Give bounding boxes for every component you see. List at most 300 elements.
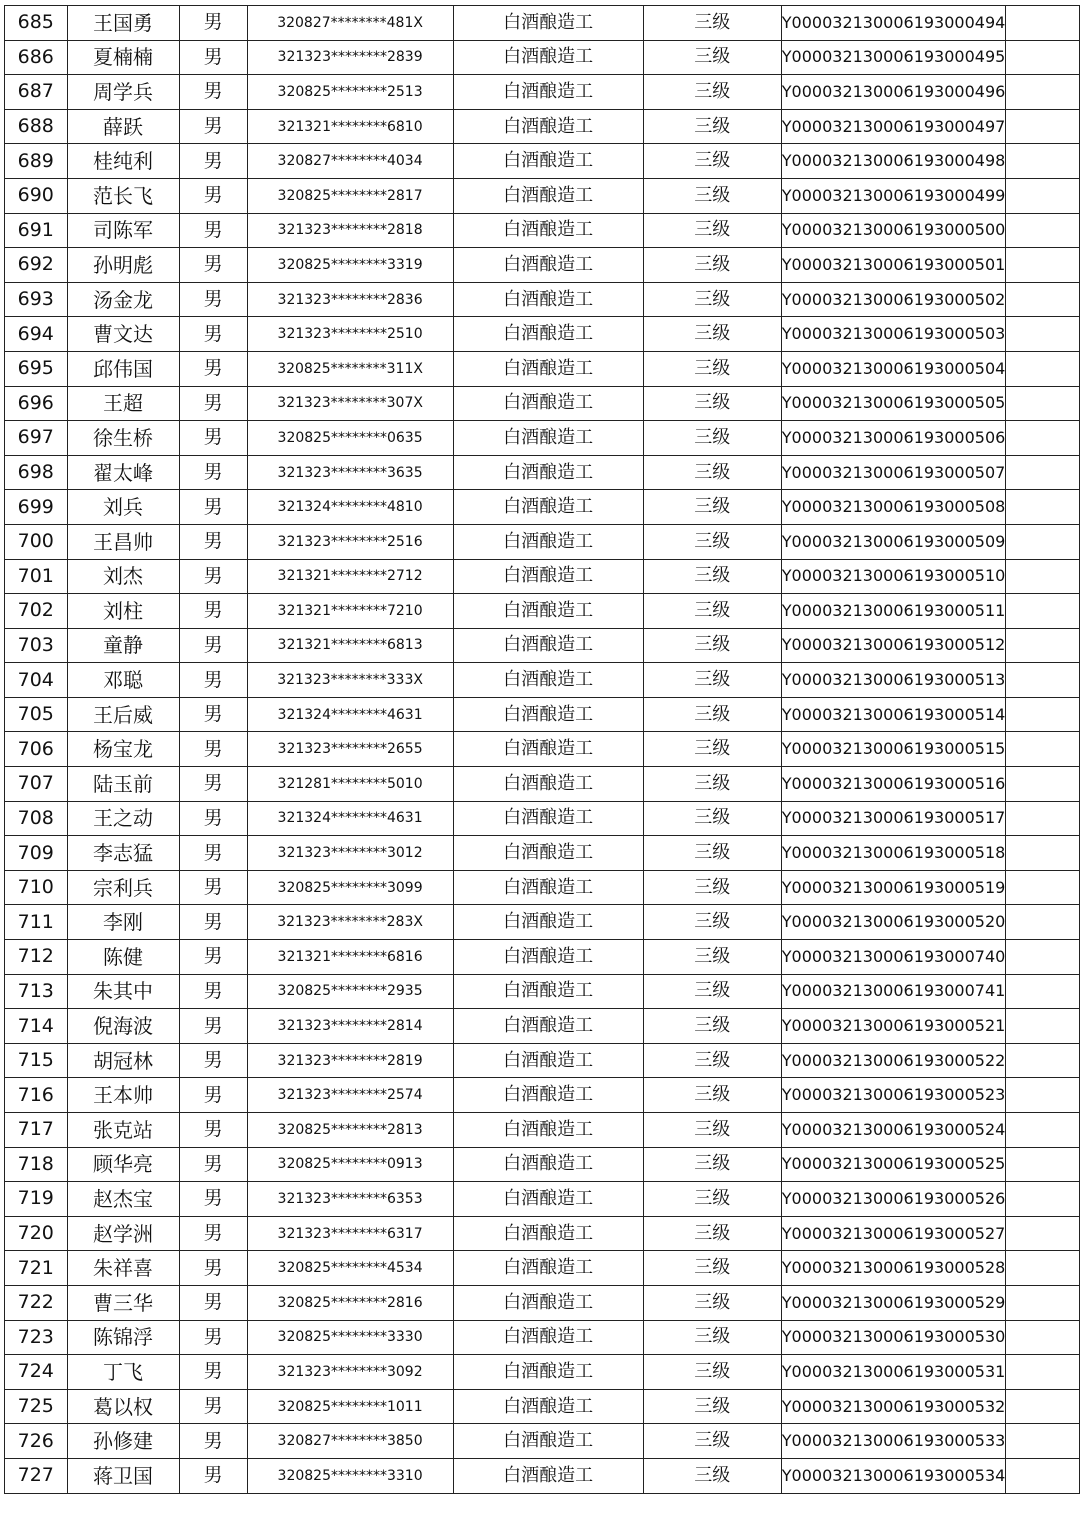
- blank-cell: [1006, 490, 1080, 525]
- table-row: [5, 1113, 1080, 1148]
- certificate-number-cell: Y000032130006193000520: [781, 905, 1006, 940]
- occupation-cell: 白酒酿造工: [453, 1182, 643, 1217]
- level-cell: 三级: [643, 144, 781, 179]
- id-number-cell: 321324********4631: [247, 697, 453, 732]
- certificate-number-cell: Y000032130006193000531: [781, 1355, 1006, 1390]
- certificate-number-cell: Y000032130006193000526: [781, 1182, 1006, 1217]
- gender-cell: 男: [179, 1424, 247, 1459]
- row-number-cell: 712: [5, 940, 68, 975]
- name-cell: 陈健: [67, 940, 179, 975]
- table-row: [5, 317, 1080, 352]
- occupation-cell: 白酒酿造工: [453, 974, 643, 1009]
- blank-cell: [1006, 1216, 1080, 1251]
- row-number-cell: 699: [5, 490, 68, 525]
- occupation-cell: 白酒酿造工: [453, 490, 643, 525]
- blank-cell: [1006, 732, 1080, 767]
- level-cell: 三级: [643, 1320, 781, 1355]
- occupation-cell: 白酒酿造工: [453, 1424, 643, 1459]
- level-cell: 三级: [643, 974, 781, 1009]
- row-number-cell: 725: [5, 1389, 68, 1424]
- blank-cell: [1006, 455, 1080, 490]
- row-number-cell: 703: [5, 628, 68, 663]
- name-cell: 王超: [67, 386, 179, 421]
- level-cell: 三级: [643, 1216, 781, 1251]
- certificate-number-cell: Y000032130006193000499: [781, 178, 1006, 213]
- occupation-cell: 白酒酿造工: [453, 455, 643, 490]
- name-cell: 杨宝龙: [67, 732, 179, 767]
- row-number-cell: 698: [5, 455, 68, 490]
- certificate-number-cell: Y000032130006193000532: [781, 1389, 1006, 1424]
- blank-cell: [1006, 421, 1080, 456]
- blank-cell: [1006, 836, 1080, 871]
- gender-cell: 男: [179, 594, 247, 629]
- occupation-cell: 白酒酿造工: [453, 1216, 643, 1251]
- row-number-cell: 727: [5, 1458, 68, 1493]
- blank-cell: [1006, 75, 1080, 110]
- table-row: [5, 1182, 1080, 1217]
- level-cell: 三级: [643, 940, 781, 975]
- name-cell: 汤金龙: [67, 282, 179, 317]
- level-cell: 三级: [643, 1182, 781, 1217]
- table-row: [5, 663, 1080, 698]
- gender-cell: 男: [179, 974, 247, 1009]
- table-row: [5, 1043, 1080, 1078]
- level-cell: 三级: [643, 213, 781, 248]
- certificate-number-cell: Y000032130006193000524: [781, 1113, 1006, 1148]
- row-number-cell: 717: [5, 1113, 68, 1148]
- table-row: [5, 6, 1080, 41]
- id-number-cell: 321323********283X: [247, 905, 453, 940]
- table-row: [5, 490, 1080, 525]
- gender-cell: 男: [179, 213, 247, 248]
- certificate-number-cell: Y000032130006193000525: [781, 1147, 1006, 1182]
- certificate-table: [4, 5, 1080, 1494]
- table-row: [5, 940, 1080, 975]
- blank-cell: [1006, 559, 1080, 594]
- name-cell: 童静: [67, 628, 179, 663]
- name-cell: 孙修建: [67, 1424, 179, 1459]
- name-cell: 邱伟国: [67, 351, 179, 386]
- name-cell: 范长飞: [67, 178, 179, 213]
- certificate-number-cell: Y000032130006193000494: [781, 6, 1006, 41]
- name-cell: 朱其中: [67, 974, 179, 1009]
- name-cell: 邓聪: [67, 663, 179, 698]
- level-cell: 三级: [643, 317, 781, 352]
- certificate-number-cell: Y000032130006193000529: [781, 1285, 1006, 1320]
- table-row: [5, 1355, 1080, 1390]
- blank-cell: [1006, 1147, 1080, 1182]
- certificate-list-page: [4, 5, 1080, 1494]
- occupation-cell: 白酒酿造工: [453, 213, 643, 248]
- certificate-number-cell: Y000032130006193000501: [781, 248, 1006, 283]
- gender-cell: 男: [179, 1182, 247, 1217]
- row-number-cell: 708: [5, 801, 68, 836]
- table-row: [5, 144, 1080, 179]
- level-cell: 三级: [643, 732, 781, 767]
- certificate-number-cell: Y000032130006193000741: [781, 974, 1006, 1009]
- level-cell: 三级: [643, 767, 781, 802]
- id-number-cell: 320825********3099: [247, 870, 453, 905]
- id-number-cell: 320825********0635: [247, 421, 453, 456]
- level-cell: 三级: [643, 178, 781, 213]
- blank-cell: [1006, 1009, 1080, 1044]
- blank-cell: [1006, 1251, 1080, 1286]
- blank-cell: [1006, 1458, 1080, 1493]
- id-number-cell: 320825********2513: [247, 75, 453, 110]
- blank-cell: [1006, 940, 1080, 975]
- name-cell: 丁飞: [67, 1355, 179, 1390]
- level-cell: 三级: [643, 75, 781, 110]
- id-number-cell: 321324********4810: [247, 490, 453, 525]
- name-cell: 王国勇: [67, 6, 179, 41]
- occupation-cell: 白酒酿造工: [453, 1320, 643, 1355]
- occupation-cell: 白酒酿造工: [453, 317, 643, 352]
- blank-cell: [1006, 870, 1080, 905]
- id-number-cell: 321321********6810: [247, 109, 453, 144]
- blank-cell: [1006, 1113, 1080, 1148]
- gender-cell: 男: [179, 421, 247, 456]
- level-cell: 三级: [643, 421, 781, 456]
- certificate-number-cell: Y000032130006193000502: [781, 282, 1006, 317]
- occupation-cell: 白酒酿造工: [453, 594, 643, 629]
- id-number-cell: 320825********311X: [247, 351, 453, 386]
- level-cell: 三级: [643, 524, 781, 559]
- row-number-cell: 705: [5, 697, 68, 732]
- certificate-number-cell: Y000032130006193000509: [781, 524, 1006, 559]
- row-number-cell: 696: [5, 386, 68, 421]
- id-number-cell: 321281********5010: [247, 767, 453, 802]
- level-cell: 三级: [643, 1458, 781, 1493]
- blank-cell: [1006, 1320, 1080, 1355]
- occupation-cell: 白酒酿造工: [453, 767, 643, 802]
- name-cell: 李刚: [67, 905, 179, 940]
- certificate-number-cell: Y000032130006193000505: [781, 386, 1006, 421]
- level-cell: 三级: [643, 351, 781, 386]
- occupation-cell: 白酒酿造工: [453, 836, 643, 871]
- level-cell: 三级: [643, 1043, 781, 1078]
- table-row: [5, 1458, 1080, 1493]
- gender-cell: 男: [179, 1009, 247, 1044]
- row-number-cell: 701: [5, 559, 68, 594]
- name-cell: 胡冠林: [67, 1043, 179, 1078]
- table-row: [5, 351, 1080, 386]
- table-row: [5, 870, 1080, 905]
- table-row: [5, 801, 1080, 836]
- table-row: [5, 1285, 1080, 1320]
- gender-cell: 男: [179, 1078, 247, 1113]
- name-cell: 王之动: [67, 801, 179, 836]
- gender-cell: 男: [179, 1320, 247, 1355]
- certificate-number-cell: Y000032130006193000528: [781, 1251, 1006, 1286]
- id-number-cell: 321323********2818: [247, 213, 453, 248]
- certificate-number-cell: Y000032130006193000518: [781, 836, 1006, 871]
- name-cell: 葛以权: [67, 1389, 179, 1424]
- gender-cell: 男: [179, 1389, 247, 1424]
- gender-cell: 男: [179, 178, 247, 213]
- row-number-cell: 686: [5, 40, 68, 75]
- name-cell: 刘兵: [67, 490, 179, 525]
- row-number-cell: 723: [5, 1320, 68, 1355]
- id-number-cell: 321323********333X: [247, 663, 453, 698]
- gender-cell: 男: [179, 940, 247, 975]
- table-row: [5, 40, 1080, 75]
- gender-cell: 男: [179, 40, 247, 75]
- table-row: [5, 524, 1080, 559]
- name-cell: 司陈军: [67, 213, 179, 248]
- table-row: [5, 1009, 1080, 1044]
- occupation-cell: 白酒酿造工: [453, 524, 643, 559]
- occupation-cell: 白酒酿造工: [453, 628, 643, 663]
- table-row: [5, 421, 1080, 456]
- occupation-cell: 白酒酿造工: [453, 1147, 643, 1182]
- row-number-cell: 687: [5, 75, 68, 110]
- name-cell: 王昌帅: [67, 524, 179, 559]
- id-number-cell: 321323********3012: [247, 836, 453, 871]
- occupation-cell: 白酒酿造工: [453, 421, 643, 456]
- certificate-number-cell: Y000032130006193000504: [781, 351, 1006, 386]
- name-cell: 顾华亮: [67, 1147, 179, 1182]
- occupation-cell: 白酒酿造工: [453, 75, 643, 110]
- blank-cell: [1006, 178, 1080, 213]
- gender-cell: 男: [179, 75, 247, 110]
- certificate-number-cell: Y000032130006193000527: [781, 1216, 1006, 1251]
- name-cell: 宗利兵: [67, 870, 179, 905]
- name-cell: 徐生桥: [67, 421, 179, 456]
- certificate-number-cell: Y000032130006193000497: [781, 109, 1006, 144]
- gender-cell: 男: [179, 1113, 247, 1148]
- row-number-cell: 714: [5, 1009, 68, 1044]
- blank-cell: [1006, 801, 1080, 836]
- table-row: [5, 1147, 1080, 1182]
- gender-cell: 男: [179, 732, 247, 767]
- table-row: [5, 905, 1080, 940]
- certificate-number-cell: Y000032130006193000507: [781, 455, 1006, 490]
- table-row: [5, 1389, 1080, 1424]
- occupation-cell: 白酒酿造工: [453, 1389, 643, 1424]
- gender-cell: 男: [179, 905, 247, 940]
- table-row: [5, 109, 1080, 144]
- table-row: [5, 594, 1080, 629]
- gender-cell: 男: [179, 109, 247, 144]
- id-number-cell: 321321********2712: [247, 559, 453, 594]
- occupation-cell: 白酒酿造工: [453, 801, 643, 836]
- certificate-number-cell: Y000032130006193000516: [781, 767, 1006, 802]
- row-number-cell: 695: [5, 351, 68, 386]
- level-cell: 三级: [643, 836, 781, 871]
- occupation-cell: 白酒酿造工: [453, 1113, 643, 1148]
- certificate-number-cell: Y000032130006193000496: [781, 75, 1006, 110]
- level-cell: 三级: [643, 628, 781, 663]
- occupation-cell: 白酒酿造工: [453, 940, 643, 975]
- level-cell: 三级: [643, 559, 781, 594]
- id-number-cell: 321323********3635: [247, 455, 453, 490]
- id-number-cell: 321324********4631: [247, 801, 453, 836]
- row-number-cell: 724: [5, 1355, 68, 1390]
- row-number-cell: 706: [5, 732, 68, 767]
- row-number-cell: 716: [5, 1078, 68, 1113]
- row-number-cell: 710: [5, 870, 68, 905]
- gender-cell: 男: [179, 836, 247, 871]
- row-number-cell: 707: [5, 767, 68, 802]
- blank-cell: [1006, 767, 1080, 802]
- occupation-cell: 白酒酿造工: [453, 40, 643, 75]
- id-number-cell: 320825********2813: [247, 1113, 453, 1148]
- row-number-cell: 718: [5, 1147, 68, 1182]
- level-cell: 三级: [643, 1251, 781, 1286]
- blank-cell: [1006, 905, 1080, 940]
- certificate-number-cell: Y000032130006193000514: [781, 697, 1006, 732]
- occupation-cell: 白酒酿造工: [453, 905, 643, 940]
- occupation-cell: 白酒酿造工: [453, 109, 643, 144]
- row-number-cell: 711: [5, 905, 68, 940]
- level-cell: 三级: [643, 905, 781, 940]
- table-row: [5, 386, 1080, 421]
- name-cell: 张克站: [67, 1113, 179, 1148]
- name-cell: 李志猛: [67, 836, 179, 871]
- gender-cell: 男: [179, 767, 247, 802]
- occupation-cell: 白酒酿造工: [453, 1458, 643, 1493]
- blank-cell: [1006, 697, 1080, 732]
- id-number-cell: 320825********1011: [247, 1389, 453, 1424]
- blank-cell: [1006, 1182, 1080, 1217]
- name-cell: 刘柱: [67, 594, 179, 629]
- blank-cell: [1006, 974, 1080, 1009]
- level-cell: 三级: [643, 1424, 781, 1459]
- row-number-cell: 720: [5, 1216, 68, 1251]
- row-number-cell: 688: [5, 109, 68, 144]
- certificate-number-cell: Y000032130006193000503: [781, 317, 1006, 352]
- blank-cell: [1006, 1285, 1080, 1320]
- gender-cell: 男: [179, 351, 247, 386]
- id-number-cell: 320825********3310: [247, 1458, 453, 1493]
- blank-cell: [1006, 248, 1080, 283]
- id-number-cell: 320827********4034: [247, 144, 453, 179]
- occupation-cell: 白酒酿造工: [453, 351, 643, 386]
- id-number-cell: 321323********6353: [247, 1182, 453, 1217]
- occupation-cell: 白酒酿造工: [453, 282, 643, 317]
- id-number-cell: 320825********3330: [247, 1320, 453, 1355]
- certificate-number-cell: Y000032130006193000495: [781, 40, 1006, 75]
- gender-cell: 男: [179, 144, 247, 179]
- level-cell: 三级: [643, 1285, 781, 1320]
- occupation-cell: 白酒酿造工: [453, 386, 643, 421]
- table-row: [5, 248, 1080, 283]
- gender-cell: 男: [179, 1043, 247, 1078]
- name-cell: 刘杰: [67, 559, 179, 594]
- id-number-cell: 320825********2817: [247, 178, 453, 213]
- table-row: [5, 974, 1080, 1009]
- blank-cell: [1006, 1078, 1080, 1113]
- occupation-cell: 白酒酿造工: [453, 248, 643, 283]
- table-row: [5, 1078, 1080, 1113]
- table-row: [5, 1320, 1080, 1355]
- certificate-number-cell: Y000032130006193000510: [781, 559, 1006, 594]
- gender-cell: 男: [179, 1285, 247, 1320]
- certificate-number-cell: Y000032130006193000534: [781, 1458, 1006, 1493]
- name-cell: 王后威: [67, 697, 179, 732]
- id-number-cell: 321321********7210: [247, 594, 453, 629]
- blank-cell: [1006, 663, 1080, 698]
- gender-cell: 男: [179, 663, 247, 698]
- name-cell: 孙明彪: [67, 248, 179, 283]
- blank-cell: [1006, 1424, 1080, 1459]
- occupation-cell: 白酒酿造工: [453, 732, 643, 767]
- row-number-cell: 709: [5, 836, 68, 871]
- level-cell: 三级: [643, 1147, 781, 1182]
- blank-cell: [1006, 317, 1080, 352]
- table-row: [5, 1424, 1080, 1459]
- row-number-cell: 721: [5, 1251, 68, 1286]
- certificate-number-cell: Y000032130006193000519: [781, 870, 1006, 905]
- level-cell: 三级: [643, 1355, 781, 1390]
- id-number-cell: 321323********6317: [247, 1216, 453, 1251]
- name-cell: 陆玉前: [67, 767, 179, 802]
- name-cell: 桂纯利: [67, 144, 179, 179]
- row-number-cell: 693: [5, 282, 68, 317]
- name-cell: 曹文达: [67, 317, 179, 352]
- blank-cell: [1006, 1043, 1080, 1078]
- gender-cell: 男: [179, 317, 247, 352]
- gender-cell: 男: [179, 1216, 247, 1251]
- blank-cell: [1006, 213, 1080, 248]
- certificate-number-cell: Y000032130006193000522: [781, 1043, 1006, 1078]
- level-cell: 三级: [643, 490, 781, 525]
- certificate-number-cell: Y000032130006193000740: [781, 940, 1006, 975]
- certificate-number-cell: Y000032130006193000517: [781, 801, 1006, 836]
- gender-cell: 男: [179, 1147, 247, 1182]
- name-cell: 夏楠楠: [67, 40, 179, 75]
- blank-cell: [1006, 144, 1080, 179]
- gender-cell: 男: [179, 386, 247, 421]
- gender-cell: 男: [179, 1251, 247, 1286]
- certificate-number-cell: Y000032130006193000513: [781, 663, 1006, 698]
- blank-cell: [1006, 109, 1080, 144]
- blank-cell: [1006, 351, 1080, 386]
- certificate-number-cell: Y000032130006193000498: [781, 144, 1006, 179]
- blank-cell: [1006, 386, 1080, 421]
- id-number-cell: 320827********3850: [247, 1424, 453, 1459]
- gender-cell: 男: [179, 559, 247, 594]
- id-number-cell: 321321********6813: [247, 628, 453, 663]
- occupation-cell: 白酒酿造工: [453, 870, 643, 905]
- row-number-cell: 692: [5, 248, 68, 283]
- name-cell: 蒋卫国: [67, 1458, 179, 1493]
- id-number-cell: 320827********481X: [247, 6, 453, 41]
- name-cell: 翟太峰: [67, 455, 179, 490]
- row-number-cell: 697: [5, 421, 68, 456]
- table-row: [5, 559, 1080, 594]
- certificate-number-cell: Y000032130006193000521: [781, 1009, 1006, 1044]
- id-number-cell: 321323********2836: [247, 282, 453, 317]
- row-number-cell: 726: [5, 1424, 68, 1459]
- level-cell: 三级: [643, 455, 781, 490]
- gender-cell: 男: [179, 1355, 247, 1390]
- gender-cell: 男: [179, 628, 247, 663]
- id-number-cell: 321323********2574: [247, 1078, 453, 1113]
- id-number-cell: 321321********6816: [247, 940, 453, 975]
- row-number-cell: 700: [5, 524, 68, 559]
- name-cell: 周学兵: [67, 75, 179, 110]
- table-row: [5, 836, 1080, 871]
- certificate-number-cell: Y000032130006193000500: [781, 213, 1006, 248]
- level-cell: 三级: [643, 663, 781, 698]
- row-number-cell: 691: [5, 213, 68, 248]
- gender-cell: 男: [179, 248, 247, 283]
- occupation-cell: 白酒酿造工: [453, 1251, 643, 1286]
- table-row: [5, 1251, 1080, 1286]
- blank-cell: [1006, 40, 1080, 75]
- name-cell: 王本帅: [67, 1078, 179, 1113]
